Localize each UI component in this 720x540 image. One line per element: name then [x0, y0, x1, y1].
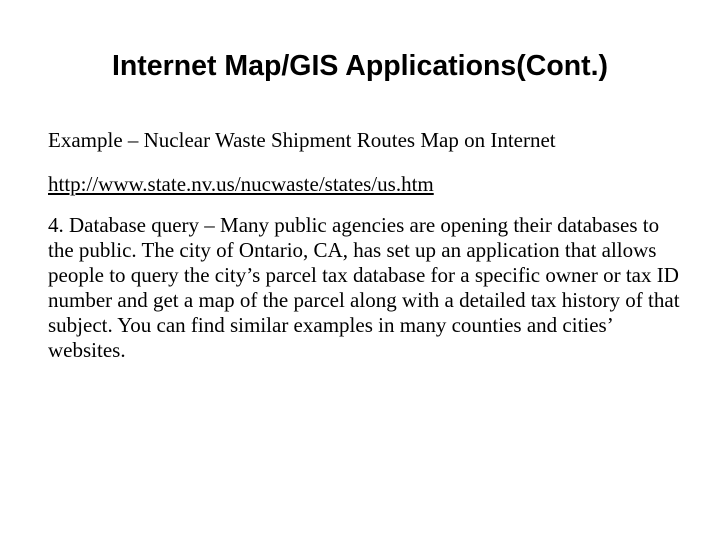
slide-title: Internet Map/GIS Applications(Cont.) [111, 50, 609, 82]
example-text: Example – Nuclear Waste Shipment Routes Map on Internet [48, 128, 556, 152]
database-query-paragraph: 4. Database query – Many public agencies are opening their databases to the public. The city of Ontario, CA, has set up an application that allows people to query the city’s parcel tax database for a specific owner or tax ID number and get a map of the parcel along with a detailed tax history of that subject. You can find similar examples in many counties and cities’ websites. [48, 213, 680, 362]
url-link[interactable]: http://www.state.nv.us/nucwaste/states/us.htm [48, 172, 434, 196]
